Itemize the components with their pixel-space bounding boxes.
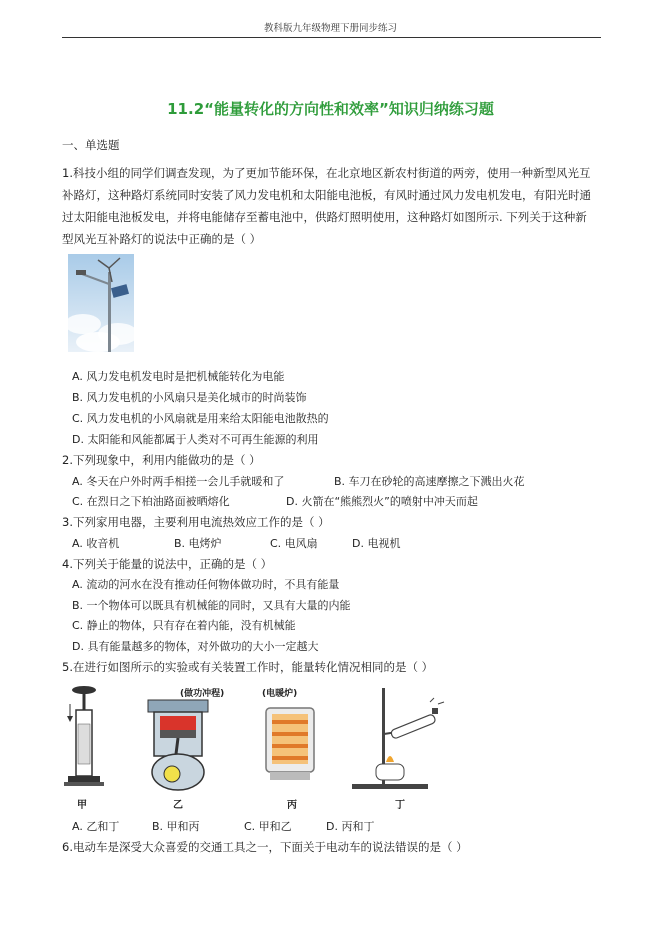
- q3-stem: 3.下列家用电器，主要利用电流热效应工作的是（ ）: [62, 515, 330, 529]
- q4-option-b: B. 一个物体可以既具有机械能的同时，又具有大量的内能: [72, 599, 351, 612]
- engine-stroke-figure: [134, 684, 224, 794]
- q4-option-c: C. 静止的物体，只有存在着内能，没有机械能: [72, 619, 296, 632]
- q2-option-d: D. 火箭在“熊熊烈火”的喷射中冲天而起: [286, 495, 478, 508]
- q2-option-c: C. 在烈日之下柏油路面被晒熔化: [72, 495, 230, 508]
- test-tube-heating-figure: [346, 684, 446, 794]
- q4-option-a: A. 流动的河水在没有推动任何物体做功时，不具有能量: [72, 578, 340, 591]
- q1-option-c: C. 风力发电机的小风扇就是用来给太阳能电池散热的: [72, 412, 329, 425]
- page-header: 教科版九年级物理下册同步练习: [263, 23, 397, 34]
- caption-jia: 甲: [77, 800, 87, 811]
- street-lamp-image: [68, 254, 134, 352]
- q6-stem: 6.电动车是深受大众喜爱的交通工具之一，下面关于电动车的说法错误的是（ ）: [62, 840, 468, 854]
- q5-option-b: B. 甲和丙: [152, 820, 200, 833]
- caption-ding: 丁: [395, 800, 405, 811]
- caption-bing: 丙: [287, 800, 297, 811]
- q4-option-d: D. 具有能量越多的物体，对外做功的大小一定越大: [72, 640, 319, 653]
- q3-option-a: A. 收音机: [72, 537, 120, 550]
- q5-option-c: C. 甲和乙: [244, 820, 292, 833]
- electric-heater-figure: [256, 684, 326, 794]
- q3-option-b: B. 电烤炉: [174, 537, 222, 550]
- q4-stem: 4.下列关于能量的说法中，正确的是（ ）: [62, 557, 273, 571]
- q2-stem: 2.下列现象中，利用内能做功的是（ ）: [62, 453, 261, 467]
- q3-option-c: C. 电风扇: [270, 537, 318, 550]
- q5-option-a: A. 乙和丁: [72, 820, 120, 833]
- q2-option-a: A. 冬天在户外时两手相搓一会儿手就暖和了: [72, 475, 285, 488]
- caption-yi: 乙: [173, 800, 183, 811]
- q1-line-3: 过太阳能电池板发电，并将电能储存至蓄电池中，供路灯照明使用，这种路灯如图所示. 下列关于这种新: [62, 210, 587, 224]
- q1-option-d: D. 太阳能和风能都属于人类对不可再生能源的利用: [72, 433, 319, 446]
- electric-heater-label: (电暖炉): [262, 689, 298, 699]
- q1-line-4: 型风光互补路灯的说法中正确的是（ ）: [62, 232, 262, 246]
- q1-line-1: 1.科技小组的同学们调查发现，为了更加节能环保，在北京地区新农村街道的两旁，使用一种新型风光互: [62, 166, 591, 180]
- section-heading: 一、单选题: [62, 138, 120, 152]
- compression-cylinder-figure: [62, 684, 106, 794]
- page-title: 11.2“能量转化的方向性和效率”知识归纳练习题: [167, 100, 494, 118]
- q1-option-a: A. 风力发电机发电时是把机械能转化为电能: [72, 370, 285, 383]
- q3-option-d: D. 电视机: [352, 537, 401, 550]
- header-divider: [62, 37, 601, 38]
- q5-stem: 5.在进行如图所示的实验或有关装置工作时，能量转化情况相同的是（ ）: [62, 660, 434, 674]
- q5-option-d: D. 丙和丁: [326, 820, 375, 833]
- engine-stroke-label: (做功冲程): [180, 689, 224, 699]
- q1-line-2: 补路灯，这种路灯系统同时安装了风力发电机和太阳能电池板，有风时通过风力发电机发电，有阳光时通: [62, 188, 591, 202]
- q1-option-b: B. 风力发电机的小风扇只是美化城市的时尚装饰: [72, 391, 307, 404]
- q2-option-b: B. 车刀在砂轮的高速摩擦之下溅出火花: [334, 475, 525, 488]
